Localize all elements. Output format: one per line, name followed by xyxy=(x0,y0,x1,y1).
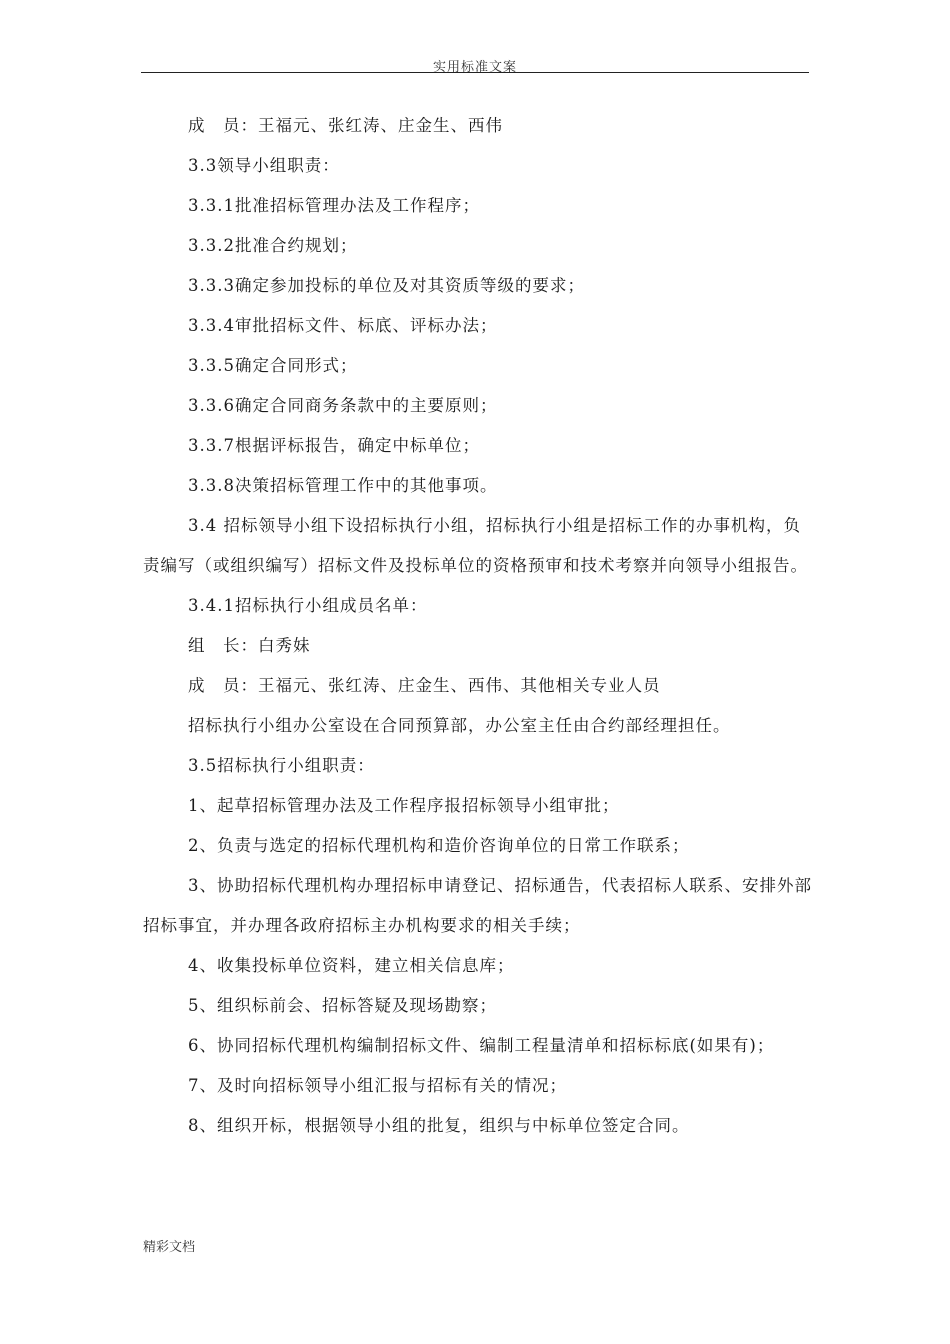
paragraph: 3、协助招标代理机构办理招标申请登记、招标通告，代表招标人联系、安排外部招标事宜，并办理各政府招标主办机构要求的相关手续； xyxy=(143,876,812,935)
paragraph: 2、负责与选定的招标代理机构和造价咨询单位的日常工作联系； xyxy=(188,836,690,855)
paragraph: 3.3领导小组职责： xyxy=(188,156,340,175)
paragraph: 6、协同招标代理机构编制招标文件、编制工程量清单和招标标底(如果有)； xyxy=(188,1036,775,1055)
paragraph: 3.5招标执行小组职责： xyxy=(188,756,375,775)
paragraph: 3.3.3确定参加投标的单位及对其资质等级的要求； xyxy=(188,276,585,295)
paragraph: 组 长：白秀妹 xyxy=(188,636,311,655)
paragraph: 3.4 招标领导小组下设招标执行小组，招标执行小组是招标工作的办事机构，负责编写（或组织编写）招标文件及投标单位的资格预审和技术考察并向领导小组报告。 xyxy=(143,516,808,575)
paragraph: 4、收集投标单位资料，建立相关信息库； xyxy=(188,956,515,975)
paragraph: 8、组织开标，根据领导小组的批复，组织与中标单位签定合同。 xyxy=(188,1116,690,1135)
paragraph: 7、及时向招标领导小组汇报与招标有关的情况； xyxy=(188,1076,567,1095)
paragraph: 成 员：王福元、张红涛、庄金生、西伟 xyxy=(188,116,503,135)
paragraph: 3.3.4审批招标文件、标底、评标办法； xyxy=(188,316,498,335)
page-footer-text: 精彩文档 xyxy=(143,1240,196,1255)
paragraph: 招标执行小组办公室设在合同预算部，办公室主任由合约部经理担任。 xyxy=(188,716,731,735)
paragraph: 3.3.6确定合同商务条款中的主要原则； xyxy=(188,396,498,415)
paragraph: 3.3.8决策招标管理工作中的其他事项。 xyxy=(188,476,498,495)
paragraph: 3.3.2批准合约规划； xyxy=(188,236,358,255)
header-divider xyxy=(141,72,809,73)
paragraph: 3.3.1批准招标管理办法及工作程序； xyxy=(188,196,480,215)
paragraph: 成 员：王福元、张红涛、庄金生、西伟、其他相关专业人员 xyxy=(188,676,661,695)
paragraph: 3.3.5确定合同形式； xyxy=(188,356,358,375)
page-header-title: 实用标准文案 xyxy=(432,60,517,75)
paragraph: 1、起草招标管理办法及工作程序报招标领导小组审批； xyxy=(188,796,620,815)
document-body xyxy=(143,106,815,1146)
paragraph: 5、组织标前会、招标答疑及现场勘察； xyxy=(188,996,497,1015)
paragraph: 3.4.1招标执行小组成员名单： xyxy=(188,596,428,615)
paragraph: 3.3.7根据评标报告，确定中标单位； xyxy=(188,436,480,455)
